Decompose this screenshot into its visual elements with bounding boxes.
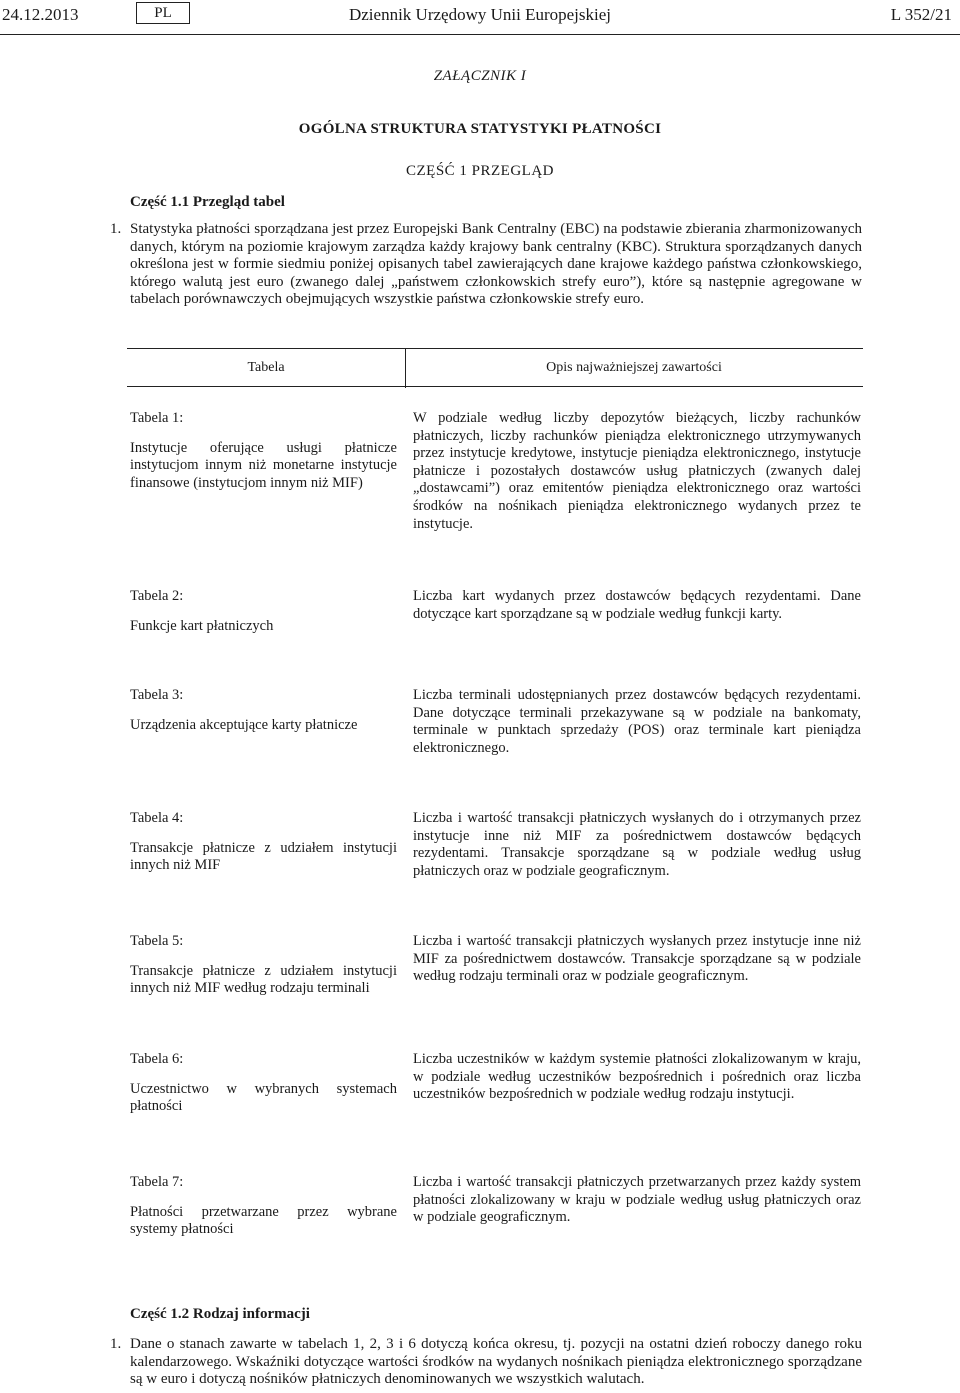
- part-heading: CZĘŚĆ 1 PRZEGLĄD: [405, 163, 554, 179]
- page-reference: L 352/21: [890, 5, 952, 24]
- publication-date: 24.12.2013: [2, 5, 79, 24]
- table-description: Liczba kart wydanych przez dostawców będących rezydentami. Dane dotyczące kart sporządzane są w podziale według funkcji karty.: [413, 588, 861, 622]
- table-id: Tabela 1:: [130, 410, 184, 426]
- journal-title: Dziennik Urzędowy Unii Europejskiej: [348, 5, 611, 24]
- table-top-rule: [127, 348, 863, 349]
- table-description: Liczba i wartość transakcji płatniczych wysłanych do i otrzymanych przez instytucje inne niż MIF za pośrednictwem dostawców będących rezydentami. Transakcje sporządzane są w podziale według usług płatniczych oraz w podziale geograficznym.: [413, 810, 861, 879]
- table-description: Liczba i wartość transakcji płatniczych wysłanych przez instytucje inne niż MIF za pośrednictwem dostawców. Transakcje sporządzane są w podziale według rodzaju terminali oraz w podziale geograficznym.: [413, 933, 861, 985]
- page-header: [0, 0, 960, 35]
- table-description: Liczba terminali udostępnianych przez dostawców będących rezydentami. Dane dotyczące terminali przekazywane są w podziale na bankomaty, terminale w punktach sprzedaży (POS) oraz terminale kart pieniądza elektronicznego.: [413, 687, 861, 756]
- paragraph-text: Statystyka płatności sporządzana jest przez Europejski Bank Centralny (EBC) na podstawie zbierania zharmonizowanych danych, którym na poziomie krajowym zarządza każdy krajowy bank centralny (KBC). Struktura sporządzanych danych określona jest w formie siedmiu poniżej opisanych tabel zawierających dane krajowe każdego państwa członkowskiego, którego walutą jest euro (zwanego dalej „państwem członkowskich strefy euro”), które są następnie agregowane w tabelach porównawczych obejmujących wszystkie państwa członkowskie strefy euro.: [130, 221, 862, 308]
- paragraph-text: Dane o stanach zawarte w tabelach 1, 2, 3 i 6 dotyczą końca okresu, tj. pozycji na ostatni dzień roboczy danego roku kalendarzowego. Wskaźniki dotyczące wartości środków na wydanych nośnikach pieniądza elektronicznego sporządzane są w euro i dotyczą nośników płatniczych denominowanych we wszystkich walutach.: [130, 1336, 862, 1388]
- table-id: Tabela 2:: [130, 588, 184, 604]
- table-name-cell: [130, 687, 397, 734]
- table-name: Uczestnictwo w wybranych systemach płatności: [130, 1080, 397, 1115]
- table-name-cell: [130, 1174, 397, 1239]
- table-name: Urządzenia akceptujące karty płatnicze: [130, 716, 358, 733]
- table-id: Tabela 6:: [130, 1051, 184, 1067]
- table-name: Funkcje kart płatniczych: [130, 617, 274, 634]
- table-name-cell: [130, 410, 397, 492]
- table-name-cell: [130, 810, 397, 875]
- table-name-cell: [130, 1051, 397, 1116]
- table-name-cell: [130, 588, 397, 635]
- paragraph-2: [110, 1336, 862, 1389]
- table-id: Tabela 7:: [130, 1174, 184, 1190]
- table-description: Liczba uczestników w każdym systemie płatności zlokalizowanym w kraju, w podziale według uczestników bezpośrednich i pośrednich oraz liczba uczestników bezpośrednich w podziale według rodzaju instytucji.: [413, 1051, 861, 1103]
- language-badge: PL: [136, 2, 190, 24]
- column-header-table: Tabela: [247, 360, 285, 375]
- table-id: Tabela 4:: [130, 810, 184, 826]
- paragraph-number: 1.: [110, 221, 122, 237]
- table-id: Tabela 5:: [130, 933, 184, 949]
- table-name: Instytucje oferujące usługi płatnicze instytucjom innym niż monetarne instytucje finansowe (instytucjom innym niż MIF): [130, 439, 397, 491]
- paragraph-number: 1.: [110, 1336, 122, 1352]
- table-name-cell: [130, 933, 397, 998]
- table-name: Transakcje płatnicze z udziałem instytucji innych niż MIF: [130, 839, 397, 874]
- section-heading-1-2: Część 1.2 Rodzaj informacji: [130, 1306, 310, 1322]
- document-title: OGÓLNA STRUKTURA STATYSTYKI PŁATNOŚCI: [298, 121, 662, 137]
- paragraph-1: [110, 221, 862, 309]
- annex-heading: ZAŁĄCZNIK I: [433, 68, 527, 84]
- table-header-rule: [127, 386, 863, 387]
- table-id: Tabela 3:: [130, 687, 184, 703]
- table-name: Transakcje płatnicze z udziałem instytucji innych niż MIF według rodzaju terminali: [130, 962, 397, 997]
- section-heading-1-1: Część 1.1 Przegląd tabel: [130, 194, 285, 210]
- column-header-description: Opis najważniejszej zawartości: [546, 360, 722, 375]
- table-description: Liczba i wartość transakcji płatniczych przetwarzanych przez każdy system płatności zlokalizowany w kraju w podziale według usług płatniczych oraz w podziale geograficznym.: [413, 1174, 861, 1226]
- table-description: W podziale według liczby depozytów bieżących, liczby rachunków płatniczych, liczby rachunków pieniądza elektronicznego utrzymywanych przez instytucje kredytowe, instytucje pieniądza elektronicznego, instytucje płatnicze i pozostałych dostawców usług płatniczych (zwanych dalej „dostawcami”) oraz emitentów pieniądza elektronicznego oraz wartości środków na nośnikach pieniądza elektronicznego wydanych przez te instytucje.: [413, 410, 861, 532]
- table-name: Płatności przetwarzane przez wybrane systemy płatności: [130, 1203, 397, 1238]
